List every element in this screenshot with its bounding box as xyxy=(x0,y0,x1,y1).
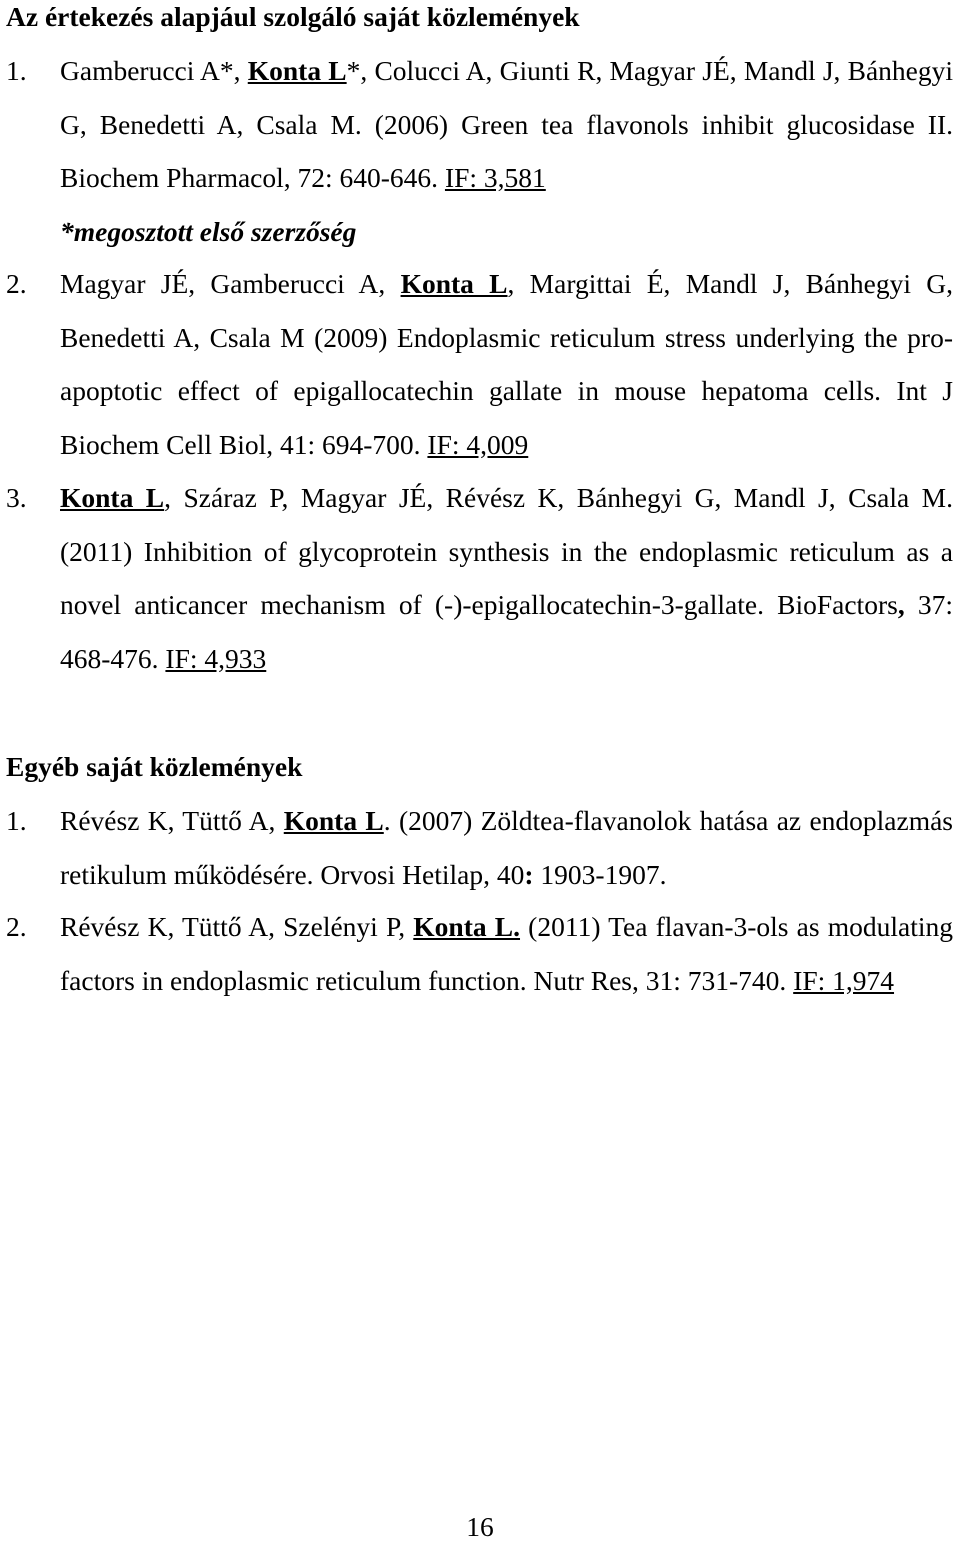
publication-entry-other-2 xyxy=(6,900,953,1007)
entry-number: 1. xyxy=(6,805,27,836)
citation-bold-comma: , xyxy=(897,589,905,620)
entry-citation: , Száraz P, Magyar JÉ, Révész K, Bánhegyi G, Mandl J, Csala M. (2011) Inhibition of glycoprotein synthesis in the endoplasmic reticulum as a novel anticancer mechanism of (-)-epigallocatechin-3-gallate. BioFactors xyxy=(60,482,953,620)
publication-entry-2 xyxy=(6,257,953,471)
entry-authors: Révész K, Tüttő A, Szelényi P, xyxy=(60,911,414,942)
highlighted-author: Konta L xyxy=(60,482,165,513)
publication-entry-other-1 xyxy=(6,794,953,901)
entry-text xyxy=(60,794,953,901)
highlighted-author: Konta L xyxy=(283,805,384,836)
entry-number: 2. xyxy=(6,911,27,942)
entry-number: 1. xyxy=(6,55,27,86)
entry-number: 3. xyxy=(6,482,27,513)
highlighted-author: Konta L xyxy=(247,55,347,86)
entry-number: 2. xyxy=(6,268,27,299)
impact-factor: IF: 3,581 xyxy=(444,162,546,193)
entry-text xyxy=(60,257,953,471)
shared-authorship-note: *megosztott első szerzőség xyxy=(60,215,357,247)
entry-authors: Magyar JÉ, Gamberucci A, xyxy=(60,268,401,299)
entry-pages: 37: 468-476. xyxy=(60,589,953,674)
impact-factor: IF: 4,009 xyxy=(427,428,529,460)
entry-authors: Gamberucci A*, xyxy=(60,55,248,86)
citation-bold-colon: : xyxy=(524,858,534,890)
highlighted-author: Konta L xyxy=(400,268,508,299)
section-title-own-publications: Az értekezés alapjául szolgáló saját közlemények xyxy=(6,1,580,32)
entry-citation: (2011) Tea flavan-3-ols as modulating factors in endoplasmic reticulum function. Nutr Res, 31: 731-740. xyxy=(60,911,953,996)
highlighted-author: Konta L. xyxy=(413,911,521,942)
entry-text xyxy=(60,44,953,258)
publication-entry-3 xyxy=(6,471,953,685)
impact-factor: IF: 4,933 xyxy=(165,642,267,674)
publication-entry-1 xyxy=(6,44,953,258)
impact-factor: IF: 1,974 xyxy=(793,964,895,996)
section-title-other-publications: Egyéb saját közlemények xyxy=(6,751,303,782)
entry-text xyxy=(60,471,953,685)
entry-citation: *, Colucci A, Giunti R, Magyar JÉ, Mandl J, Bánhegyi G, Benedetti A, Csala M. (2006) Green tea flavonols inhibit glucosidase II. Biochem Pharmacol, 72: 640-646. xyxy=(60,55,953,193)
page-number: 16 xyxy=(466,1511,494,1542)
entry-pages: 1903-1907. xyxy=(533,858,667,890)
entry-text xyxy=(60,900,953,1007)
entry-citation: . (2007) Zöldtea-flavanolok hatása az endoplazmás retikulum működésére. Orvosi Hetilap, 40 xyxy=(60,805,953,890)
entry-citation: , Margittai É, Mandl J, Bánhegyi G, Benedetti A, Csala M (2009) Endoplasmic reticulum stress underlying the pro-apoptotic effect of epigallocatechin gallate in mouse hepatoma cells. Int J Biochem Cell Biol, 41: 694-700. xyxy=(60,268,953,460)
entry-authors: Révész K, Tüttő A, xyxy=(60,805,284,836)
